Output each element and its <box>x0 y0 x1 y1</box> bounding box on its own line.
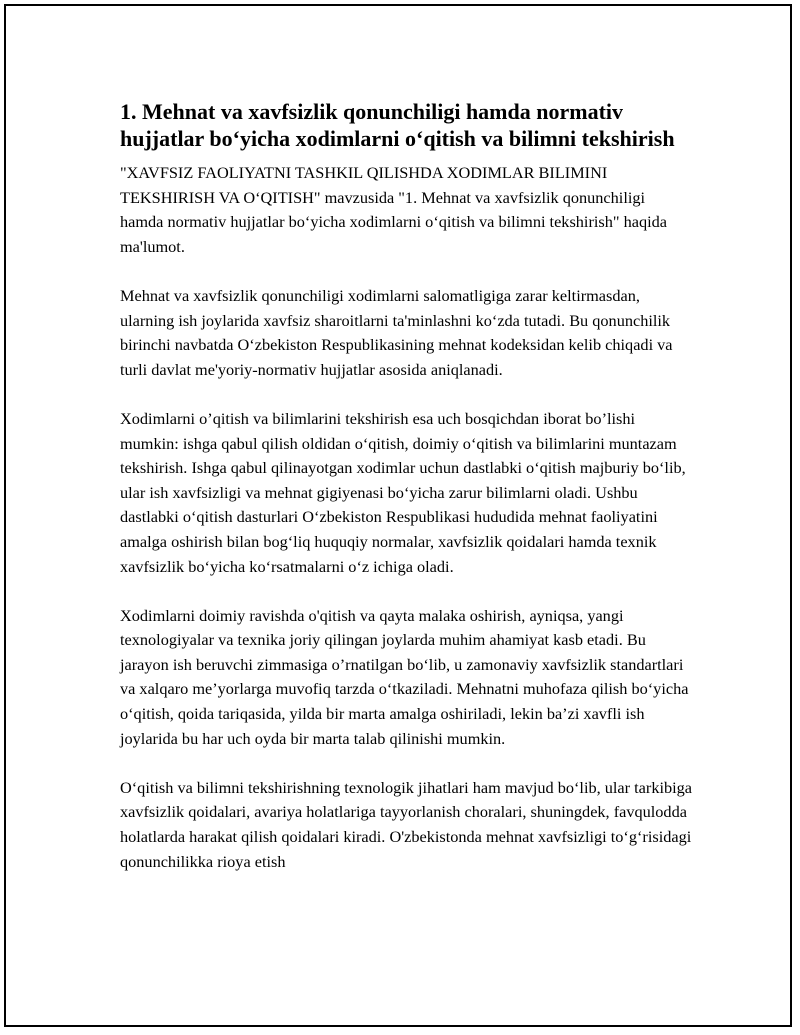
page-frame <box>4 4 792 1027</box>
document-title: 1. Mehnat va xavfsizlik qonunchiligi hamda normativ hujjatlar bo‘yicha xodimlarni o‘qitish va bilimni tekshirish <box>120 99 675 151</box>
paragraph-training-stages: Xodimlarni o’qitish va bilimlarini tekshirish esa uch bosqichdan iborat bo’lishi mumkin: ishga qabul qilish oldidan o‘qitish, doimiy o‘qitish va bilimlarini muntazam tekshirish. Ishga qabul qilinayotgan xodimlar uchun dastlabki o‘qitish majburiy bo‘lib, ular ish xavfsizligi va mehnat gigiyenasi bo‘yicha zarur bilimlarni oladi. Ushbu dastlabki o‘qitish dasturlari O‘zbekiston Respublikasi hududida mehnat faoliyatini amalga oshirish bilan bog‘liq huquqiy normalar, xavfsizlik qoidalari hamda texnik xavfsizlik bo‘yicha ko‘rsatmalarni o‘z ichiga oladi. <box>120 408 686 576</box>
paragraph-technological-aspects: O‘qitish va bilimni tekshirishning texnologik jihatlari ham mavjud bo‘lib, ular tarkibiga xavfsizlik qoidalari, avariya holatlariga tayyorlanish choralari, shuningdek, favqulodda holatlarda harakat qilish qoidalari kiradi. O'zbekistonda mehnat xavfsizligi to‘g‘risidagi qonunchilikka rioya etish <box>120 777 693 871</box>
document-body <box>120 98 692 874</box>
paragraph-continuous-training: Xodimlarni doimiy ravishda o'qitish va qayta malaka oshirish, ayniqsa, yangi texnologiyalar va texnika joriy qilingan joylarda muhim ahamiyat kasb etadi. Bu jarayon ish beruvchi zimmasiga o’rnatilgan bo‘lib, u zamonaviy xavfsizlik standartlari va xalqaro me’yorlarga muvofiq tarzda o‘tkaziladi. Mehnatni muhofaza qilish bo‘yicha o‘qitish, qoida tariqasida, yilda bir marta amalga oshiriladi, lekin ba’zi xavfli ish joylarida bu har uch oyda bir marta talab qilinishi mumkin. <box>120 605 689 748</box>
paragraph-intro: "XAVFSIZ FAOLIYATNI TASHKIL QILISHDA XODIMLAR BILIMINI TEKSHIRISH VA O‘QITISH" mavzusida "1. Mehnat va xavfsizlik qonunchiligi hamda normativ hujjatlar bo‘yicha xodimlarni o‘qitish va bilimni tekshirish" haqida ma'lumot. <box>120 163 667 256</box>
paragraph-legislation: Mehnat va xavfsizlik qonunchiligi xodimlarni salomatligiga zarar keltirmasdan, ularning ish joylarida xavfsiz sharoitlarni ta'minlashni ko‘zda tutadi. Bu qonunchilik birinchi navbatda O‘zbekiston Respublikasining mehnat kodeksidan kelib chiqadi va turli davlat me'yoriy-normativ hujjatlar asosida aniqlanadi. <box>120 285 673 379</box>
